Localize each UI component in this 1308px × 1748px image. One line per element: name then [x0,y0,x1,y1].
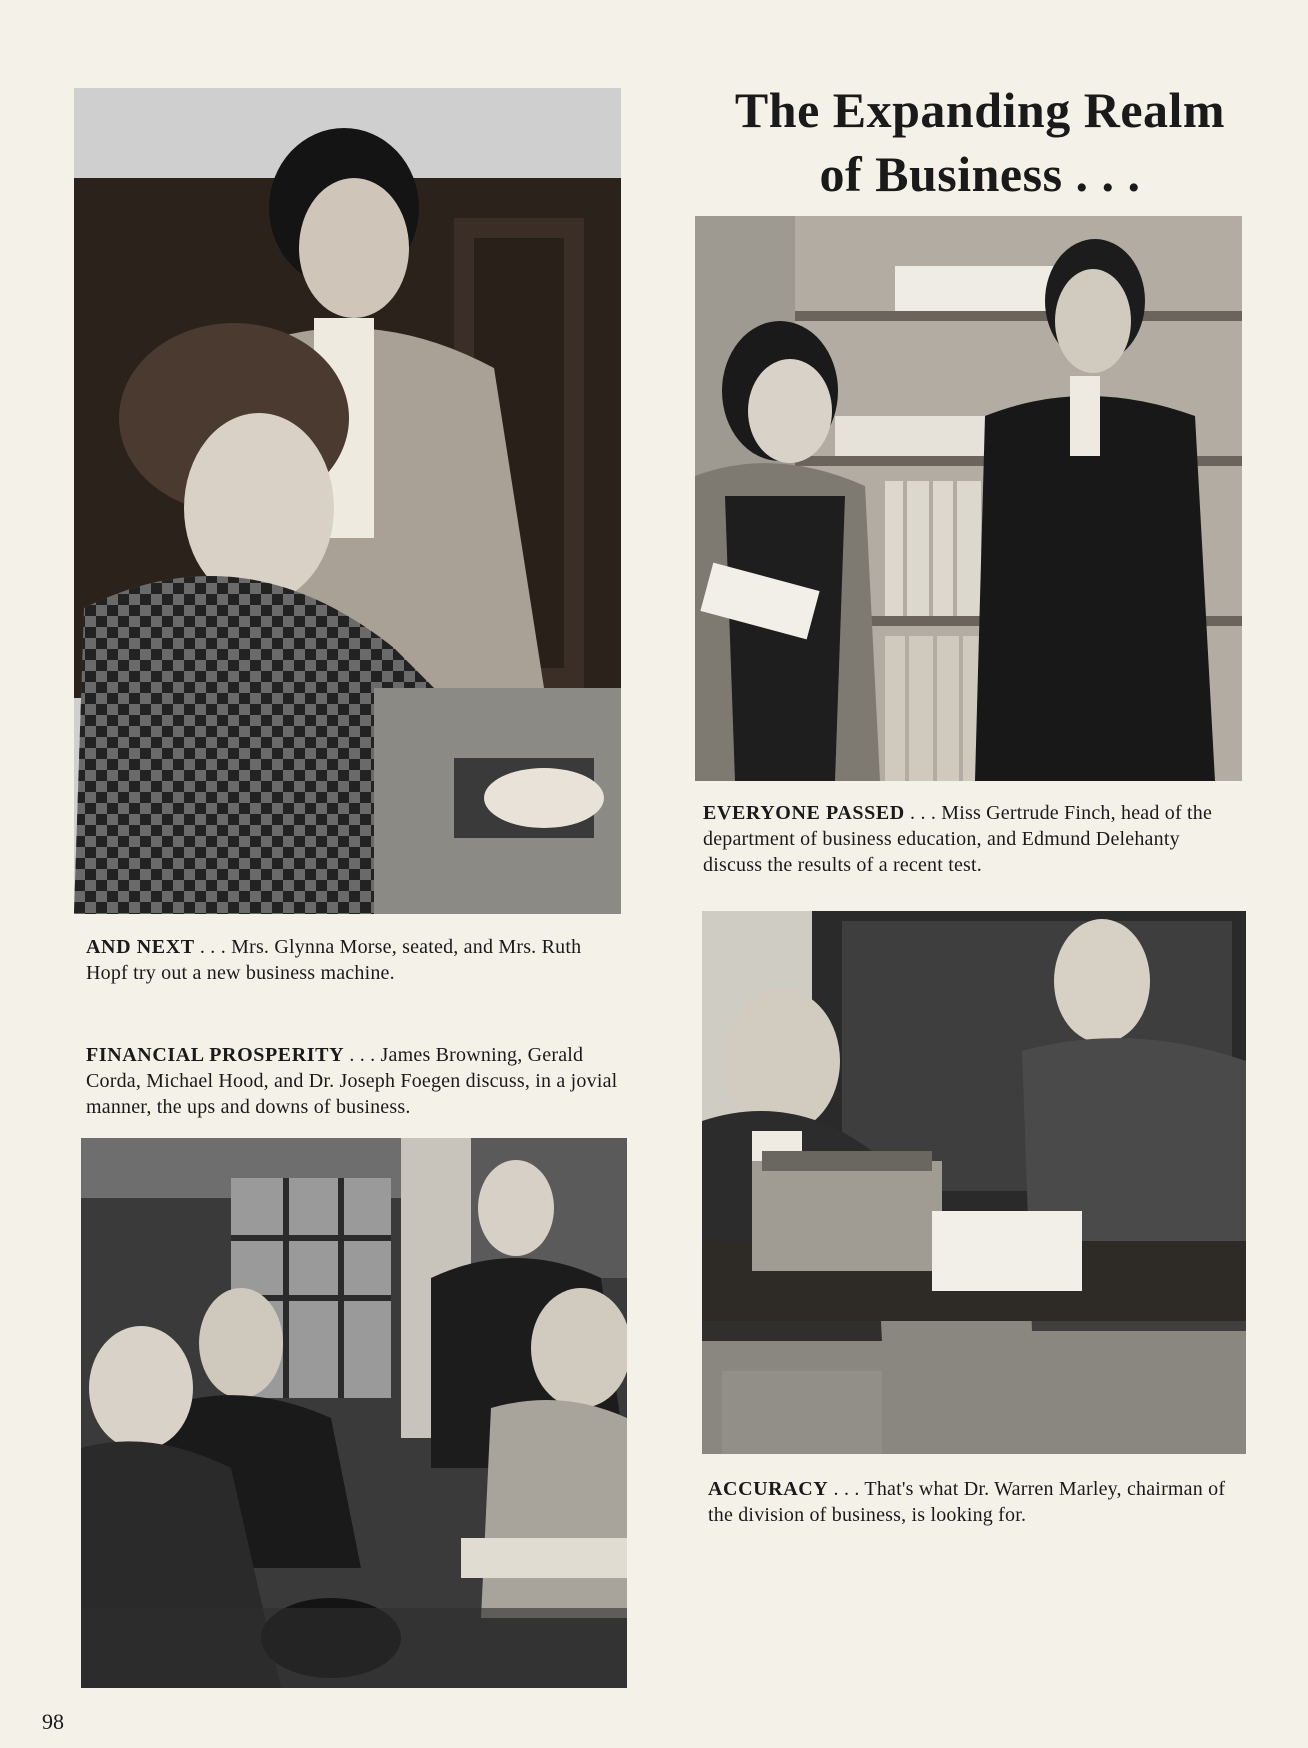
caption-lead: EVERYONE PASSED [703,802,905,824]
title-line-1: The Expanding Realm [734,82,1226,138]
caption-lead: AND NEXT [86,936,195,958]
caption-text: . . . Miss Gertrude Finch, head of the department of business education, and Edmund Delehanty discuss the results of a recent test. [703,802,1213,876]
caption-financial-prosperity [86,1042,626,1120]
photo-bookshelf-conversation [695,216,1242,781]
caption-everyone-passed [703,800,1240,878]
caption-text: . . . Mrs. Glynna Morse, seated, and Mrs. Ruth Hopf try out a new business machine. [86,936,582,984]
title-line-2: of Business . . . [819,146,1141,202]
page-title [700,78,1260,206]
caption-text: . . . That's what Dr. Warren Marley, chairman of the division of business, is looking for. [708,1478,1226,1526]
photo-typewriter-desk [702,911,1246,1454]
caption-accuracy [708,1476,1240,1528]
caption-text: . . . James Browning, Gerald Corda, Michael Hood, and Dr. Joseph Foegen discuss, in a jovial manner, the ups and downs of business. [86,1044,618,1118]
caption-and-next [86,934,622,986]
photo-four-men [81,1138,627,1688]
caption-lead: FINANCIAL PROSPERITY [86,1044,345,1066]
caption-lead: ACCURACY [708,1478,829,1500]
photo-business-machine [74,88,621,914]
page-number: 98 [42,1709,64,1734]
